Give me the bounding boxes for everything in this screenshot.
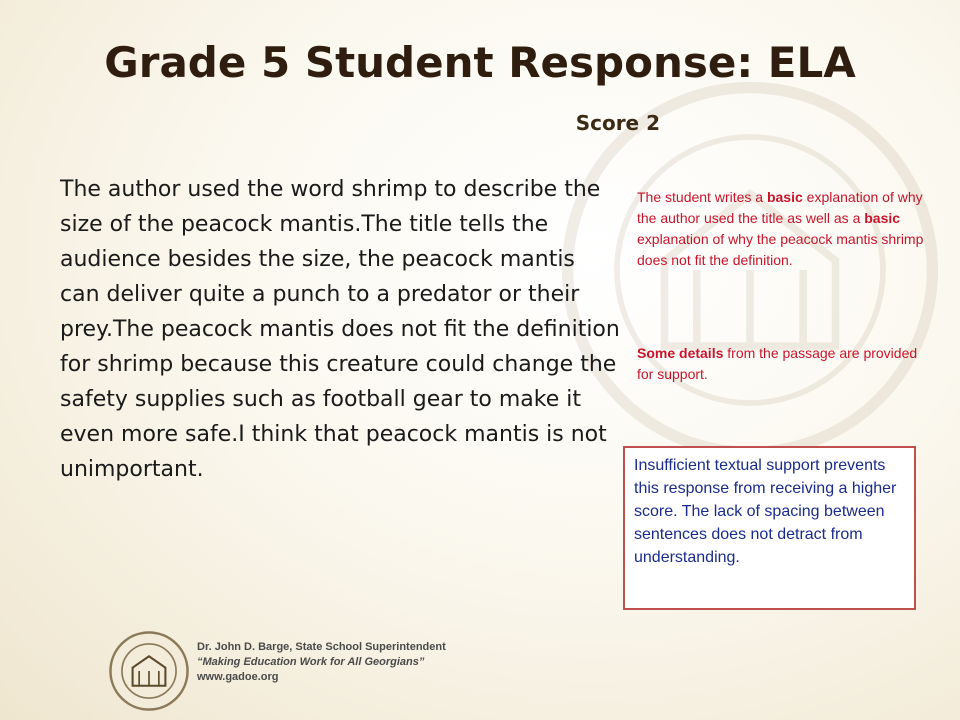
georgia-department-of-education-seal-icon — [108, 630, 190, 712]
slide-title: Grade 5 Student Response: ELA — [104, 38, 856, 87]
note1-text: explanation of why the peacock mantis shrimp does not fit the definition. — [637, 231, 924, 268]
score-label: Score 2 — [575, 111, 660, 135]
commentary-note-details — [637, 343, 937, 385]
footer-text — [197, 640, 517, 685]
footer-motto: “Making Education Work for All Georgians” — [197, 656, 425, 668]
commentary-note-basic-explanation — [637, 187, 937, 271]
footer-website-link[interactable]: www.gadoe.org — [197, 671, 279, 683]
note1-text: The student writes a — [637, 189, 767, 205]
note2-text: from the passage are provided for support. — [637, 345, 918, 382]
note2-emphasis: Some details — [637, 345, 724, 361]
student-response-text: The author used the word shrimp to describe the size of the peacock mantis.The title tells the audience besides the size, the peacock mantis can deliver quite a punch to a predator or their prey.The peacock mantis does not fit the definition for shrimp because this creature could change the safety supplies such as football gear to make it even more safe.I think that peacock mantis is not unimportant. — [60, 177, 620, 482]
note1-emphasis: basic — [766, 189, 803, 205]
note1-text: explanation of why the author used the title as well as a — [637, 189, 923, 226]
commentary-box-insufficient-support: Insufficient textual support prevents this response from receiving a higher score. The lack of spacing between sentences does not detract from understanding. — [623, 446, 916, 610]
note1-emphasis: basic — [864, 210, 901, 226]
footer-superintendent: Dr. John D. Barge, State School Superintendent — [197, 641, 446, 653]
